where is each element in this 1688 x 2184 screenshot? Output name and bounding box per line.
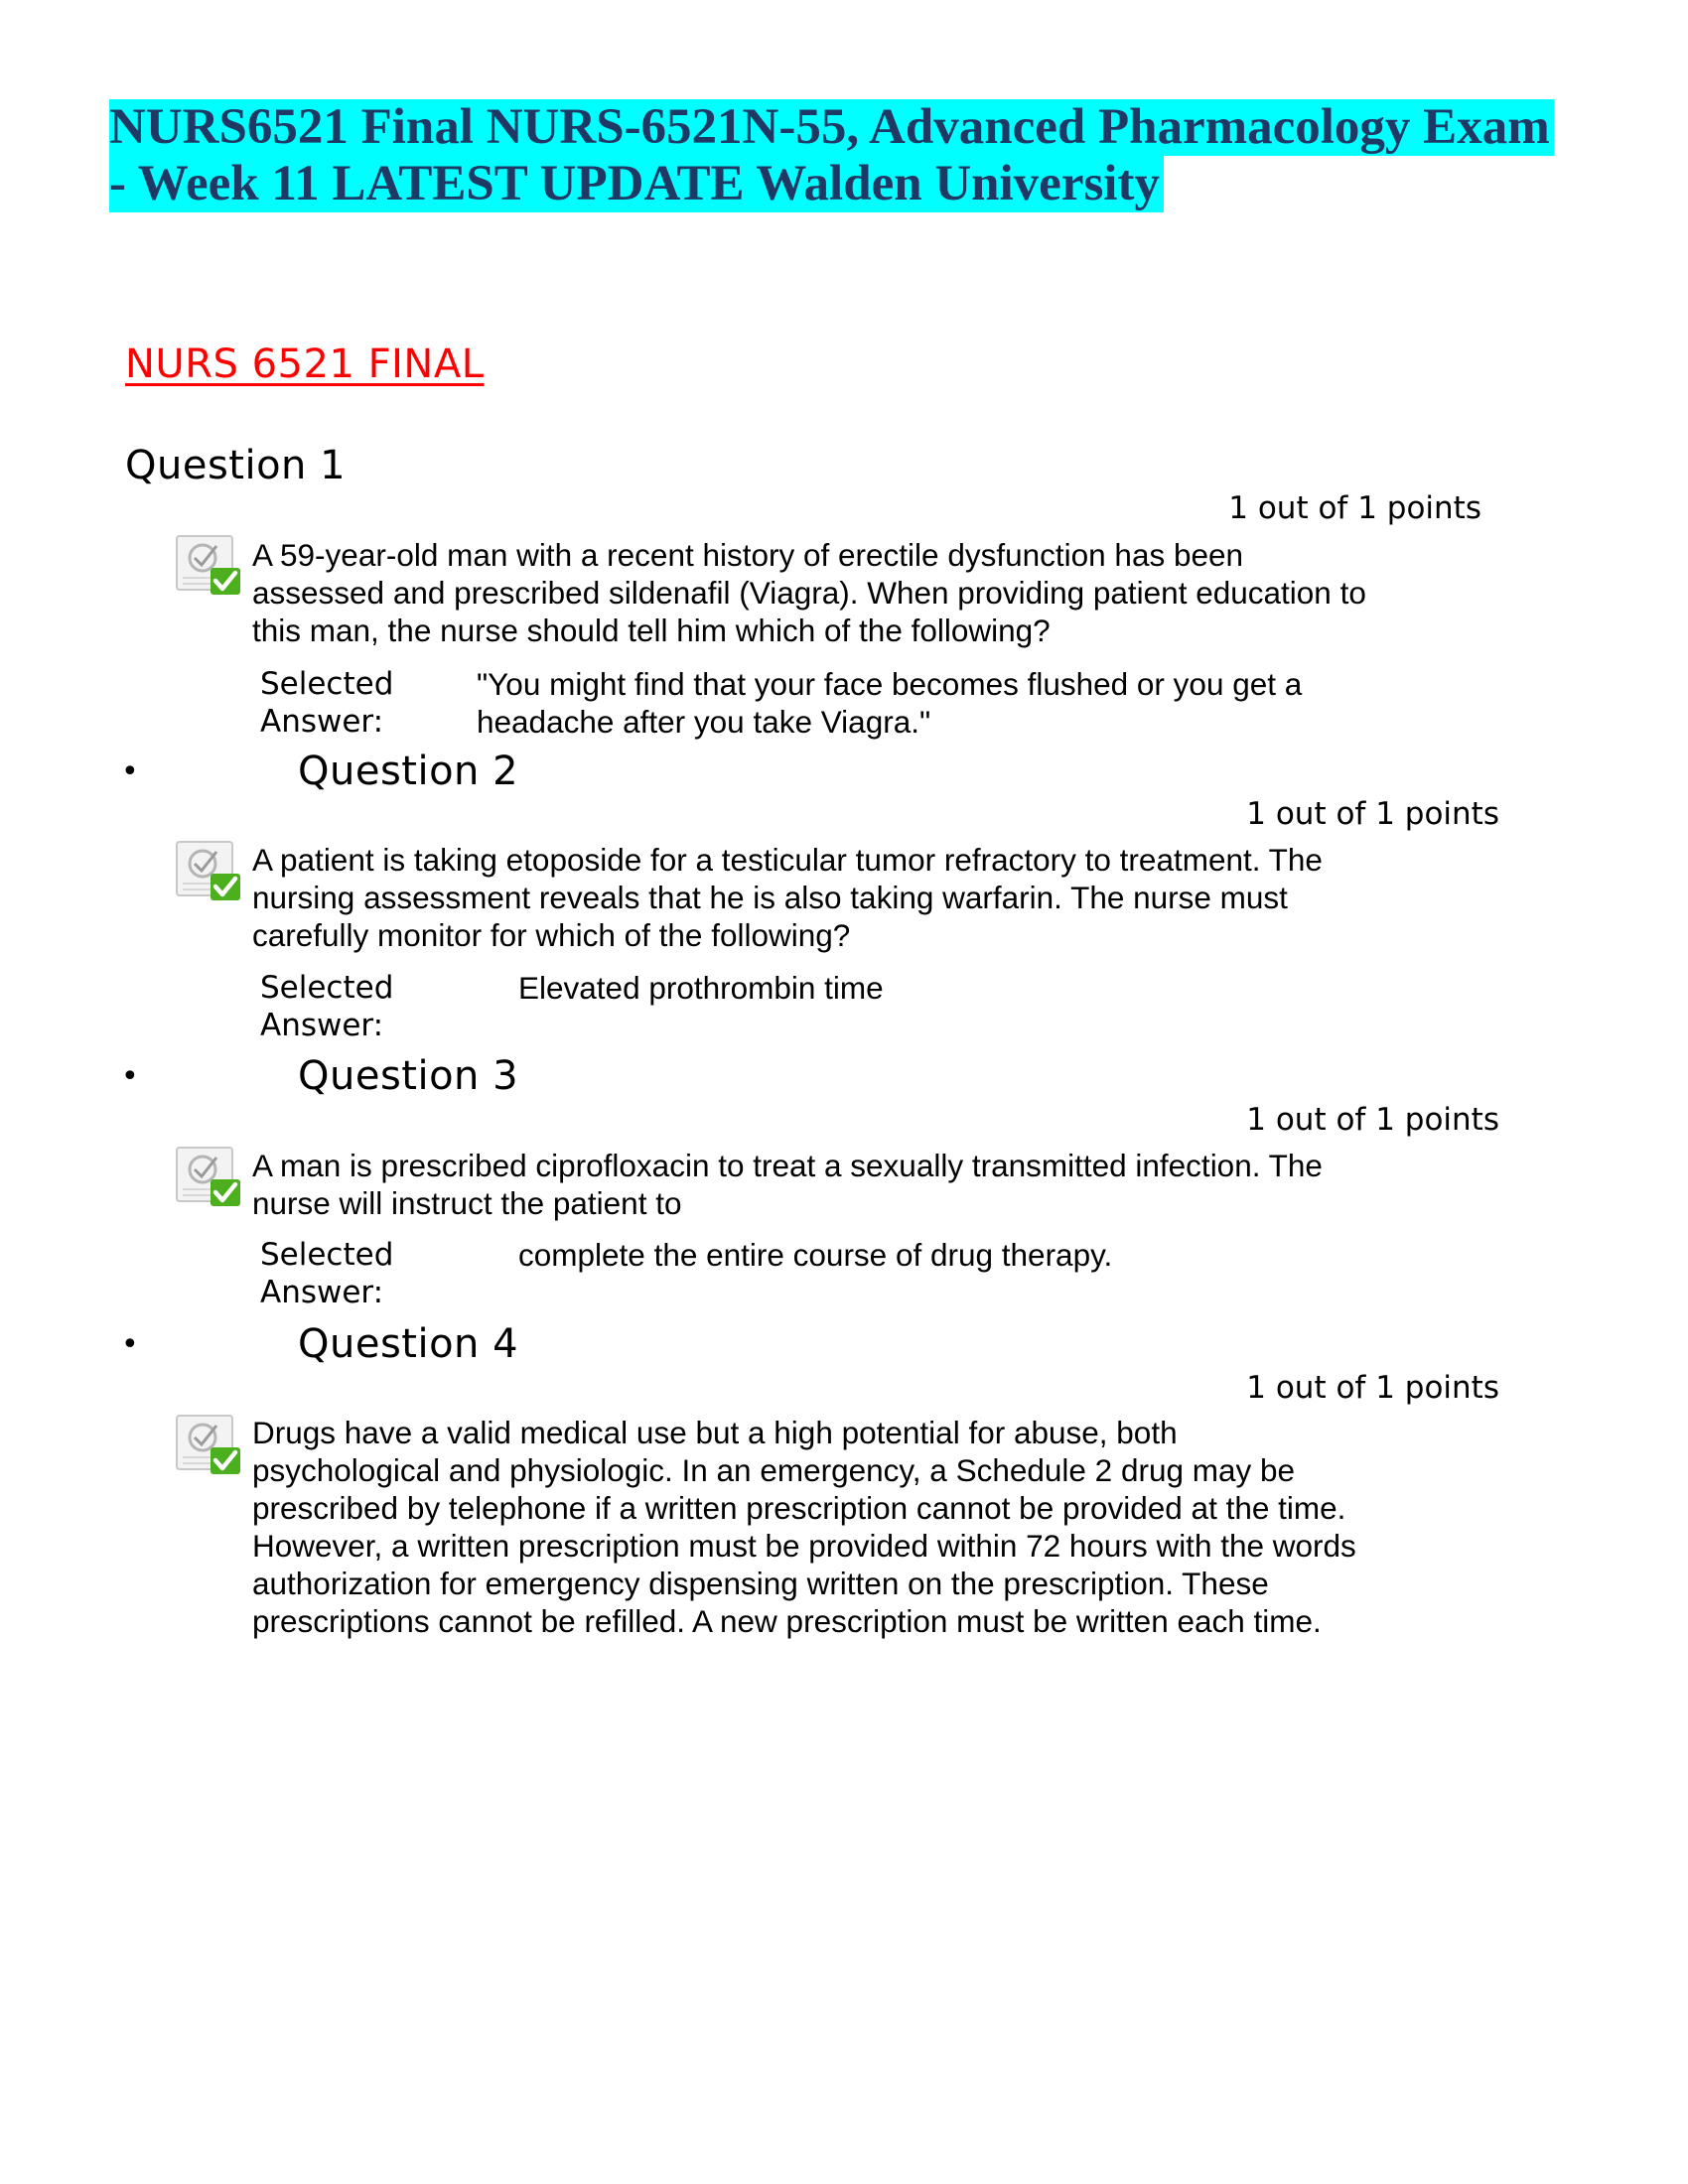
question-4-points: 1 out of 1 points xyxy=(1246,1370,1499,1406)
question-1-heading: Question 1 xyxy=(125,443,347,488)
question-1-points: 1 out of 1 points xyxy=(1228,490,1481,526)
question-4-text: Drugs have a valid medical use but a high potential for abuse, both psychological and physiologic. In an emergency, a Schedule 2 drug may be prescribed by telephone if a written prescription cannot be provided at the time. However, a written prescription must be provided within 72 hours with the words authorization for emergency dispensing written on the prescription. These prescriptions cannot be refilled. A new prescription must be written each time. xyxy=(252,1415,1356,1639)
question-2-selected-answer-label: Selected Answer: xyxy=(260,970,394,1043)
question-2-points: 1 out of 1 points xyxy=(1246,796,1499,832)
question-3-correct-check-icon xyxy=(175,1146,244,1209)
question-1-selected-answer: "You might find that your face becomes flushed or you get a headache after you take Viagra." xyxy=(477,666,1303,740)
document-title-line-2: - Week 11 LATEST UPDATE Walden University xyxy=(109,156,1164,212)
question-3-selected-answer: complete the entire course of drug therapy. xyxy=(518,1237,1113,1273)
question-4-heading: Question 4 xyxy=(298,1321,519,1367)
document-title-line-1: NURS6521 Final NURS-6521N-55, Advanced Pharmacology Exam xyxy=(109,99,1554,156)
question-2-bullet: • xyxy=(121,754,139,789)
question-1-correct-check-icon xyxy=(175,534,244,598)
question-2-correct-check-icon xyxy=(175,840,244,903)
document-title xyxy=(109,99,1569,212)
section-heading: NURS 6521 FINAL xyxy=(125,341,485,387)
question-1-text: A 59-year-old man with a recent history of erectile dysfunction has been assessed and prescribed sildenafil (Viagra). When providing patient education to this man, the nurse should tell him which of the following? xyxy=(252,537,1366,648)
question-3-heading: Question 3 xyxy=(298,1053,519,1099)
question-4-bullet: • xyxy=(121,1327,139,1362)
question-4-correct-check-icon xyxy=(175,1414,244,1477)
question-3-bullet: • xyxy=(121,1059,139,1094)
question-2-selected-answer: Elevated prothrombin time xyxy=(518,970,884,1006)
question-3-points: 1 out of 1 points xyxy=(1246,1102,1499,1138)
question-3-text: A man is prescribed ciprofloxacin to treat a sexually transmitted infection. The nurse will instruct the patient to xyxy=(252,1148,1323,1221)
question-2-heading: Question 2 xyxy=(298,749,519,794)
question-3-selected-answer-label: Selected Answer: xyxy=(260,1237,394,1310)
question-1-selected-answer-label: Selected Answer: xyxy=(260,666,394,740)
question-2-text: A patient is taking etoposide for a testicular tumor refractory to treatment. The nursing assessment reveals that he is also taking warfarin. The nurse must carefully monitor for which of the following? xyxy=(252,842,1323,953)
